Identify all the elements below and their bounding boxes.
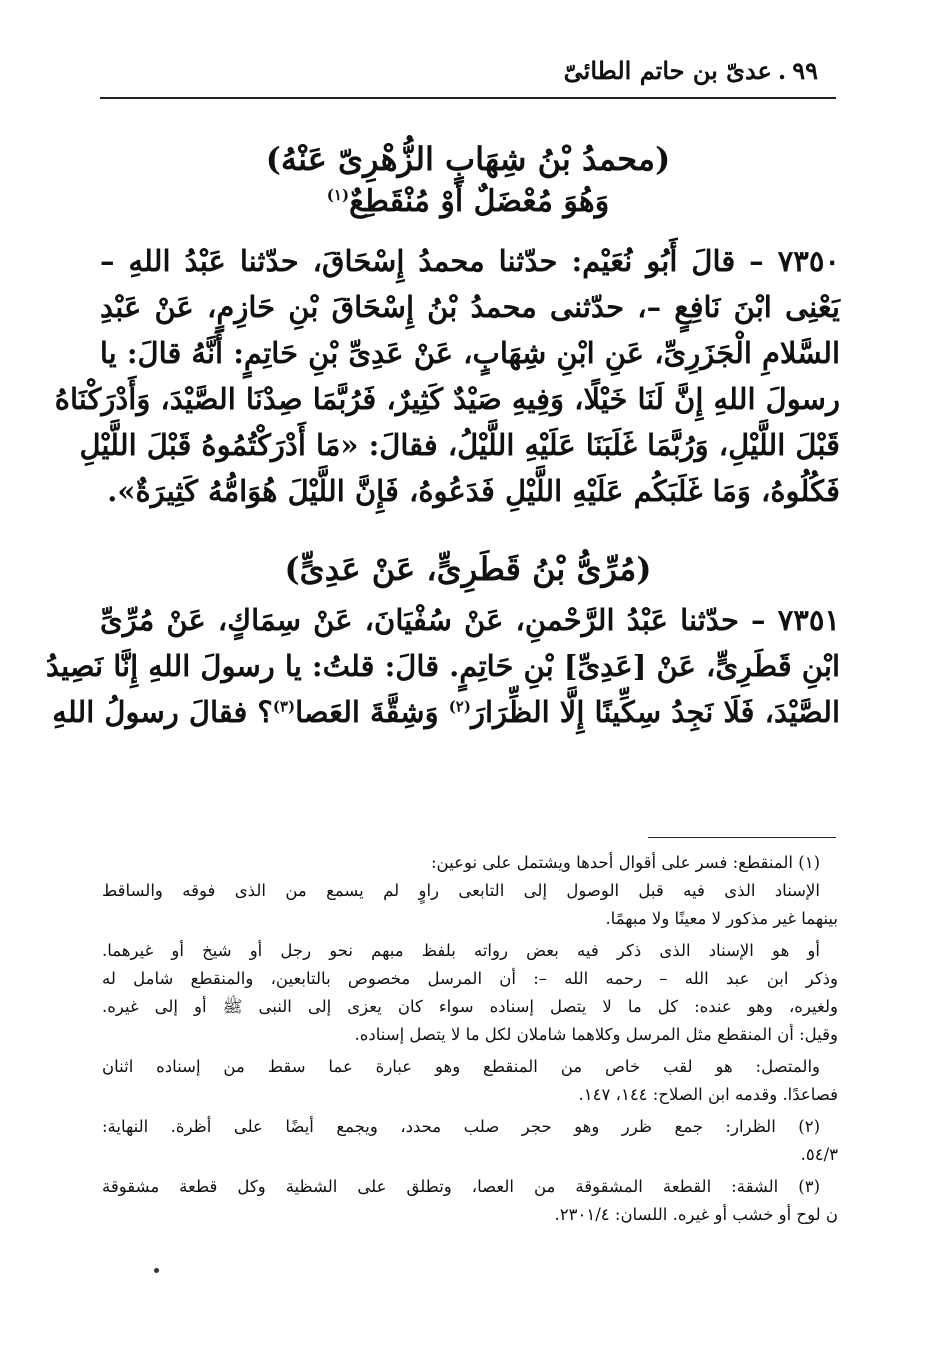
footnote-2-line-2: ٥٤/٣. (800, 1145, 838, 1164)
footnote-1-line-8: والمتصل: هو لقب خاص من المنقطع وهو عبارة عما سقط من إسناده اثنان (102, 1057, 820, 1076)
chain-heading-murri: (مُرِّىُّ بْنُ قَطَرِىٍّ، عَنْ عَدِىٍّ) (284, 550, 652, 588)
header-rule (100, 97, 836, 99)
footnote-rule (648, 837, 836, 838)
hadith-7351-line-3-part-c: ؟ فقالَ رسولُ اللهِ (52, 695, 273, 729)
hadith-7350-line-3: السَّلامِ الْجَزَرِىِّ، عَنِ ابْنِ شِهَابٍ، عَنْ عَدِىِّ بْنِ حَاتِمٍ: أَنَّهُ قالَ: يا (99, 336, 840, 370)
footnotes (102, 849, 838, 1229)
footnote-1-line-3: بينهما غير مذكور لا معينًا ولا مبهمًا. (605, 909, 838, 928)
section-title: عدىّ بن حاتم الطائىّ (563, 55, 772, 85)
footnote-1-line-4: أو هو الإسناد الذى ذكر فيه بعض رواته بلفظ مبهم نحو رجل أو شيخ أو غيرهما. (102, 941, 820, 960)
hadith-7350-line-1: ٧٣٥٠ – قالَ أَبُو نُعَيْم: حدّثنا محمدُ إِسْحَاقَ، حدّثنا عَبْدُ اللهِ – (100, 244, 840, 278)
hadith-7351-line-3-part-b: وَشِقَّةَ العَصا (295, 695, 449, 729)
hadith-7351-line-2: ابْنِ قَطَرِىٍّ، عَنْ [عَدِىِّ] بْنِ حَاتِمٍ. قالَ: قلتُ: يا رسولَ اللهِ إِنَّا نَصِيدُ (45, 649, 840, 683)
header-separator: . (777, 55, 787, 85)
footnote-1-line-1: (١) المنقطع: فسر على أقوال أحدها ويشتمل على نوعين: (431, 853, 820, 872)
footnote-3-line-2: ن لوح أو خشب أو غيره. اللسان: ٢٣٠١/٤. (554, 1205, 838, 1224)
footnote-ref-3: (٣) (272, 697, 296, 716)
footnote-1-line-7: وقيل: أن المنقطع مثل المرسل وكلاهما شاملان لكل ما لا يتصل إسناده. (354, 1025, 838, 1044)
hadith-7350-line-5: قَبْلَ اللَّيْلِ، وَرُبَّمَا غَلَبَنَا عَلَيْهِ اللَّيْلُ، فقالَ: «مَا أَدْرَكْتُمُوهُ قَبْلَ اللَّيْلِ (79, 428, 840, 462)
hadith-7351-line-3-part-a: الصَّيْدَ، فَلَا نَجِدُ سِكِّينًا إِلَّا الظِّرَارَ (470, 695, 840, 729)
running-header (106, 52, 818, 88)
chain-heading-zuhri: (محمدُ بْنُ شِهَابٍ الزُّهْرِىّ عَنْهُ) (265, 140, 671, 178)
ink-dot (154, 1268, 159, 1273)
hadith-7350 (54, 238, 840, 514)
footnote-3-line-1: (٣) الشقة: القطعة المشقوقة من العصا، وتطلق على الشظية وكل قطعة مشقوقة (102, 1177, 820, 1196)
hadith-7350-line-4: رسولَ اللهِ إِنَّ لَنَا خَيْلًا، وَفِيهِ صَيْدٌ كَثِيرٌ، فَرُبَّمَا صِدْنَا الصَّيْدَ، وَأَدْرَكْنَاهُ (54, 382, 840, 416)
footnote-ref-1: (١) (326, 186, 350, 204)
footnote-ref-2: (٢) (448, 697, 471, 716)
chain-heading-zuhri-note (100, 184, 836, 219)
chain-note-text: وَهُوَ مُعْضَلٌ أَوْ مُنْقَطِعٌ (349, 184, 610, 219)
hadith-7351 (45, 597, 840, 735)
footnote-2-line-1: (٢) الظرار: جمع ظرر وهو حجر صلب محدد، ويجمع أيضًا على أظرة. النهاية: (102, 1117, 820, 1136)
footnote-1-line-6: ولغيره، وهو عنده: كل ما لا يتصل إسناده سواء كان يعزى إلى النبى ﷺ أو إلى غيره. (102, 997, 838, 1016)
footnote-1-line-9: فصاعدًا. وقدمه ابن الصلاح: ١٤٤، ١٤٧. (578, 1085, 838, 1104)
footnote-1-line-5: وذكر ابن عبد الله – رحمه الله –: أن المرسل مخصوص بالتابعين، والمنقطع شامل له (102, 969, 838, 988)
footnote-1-line-2: الإسناد الذى فيه قبل الوصول إلى التابعى راوٍ لم يسمع من الذى فوقه والساقط (102, 881, 820, 900)
hadith-7350-line-2: يَعْنِى ابْنَ نَافِعٍ –، حدّثنى محمدُ بْنُ إِسْحَاقَ بْنِ حَازِمٍ، عَنْ عَبْدِ (100, 290, 840, 324)
hadith-7350-line-6: فَكُلُوهُ، وَمَا غَلَبَكُم عَلَيْهِ اللَّيْلِ فَدَعُوهُ، فَإِنَّ اللَّيْلَ هُوَامُّهُ كَثِيرَةٌ». (107, 474, 840, 508)
hadith-7351-line-1: ٧٣٥١ – حدّثنا عَبْدُ الرَّحْمنِ، عَنْ سُفْيَانَ، عَنْ سِمَاكٍ، عَنْ مُرِّىِّ (100, 603, 840, 637)
hadith-7351-line-3 (52, 689, 840, 735)
page-number: ٩٩ (792, 55, 818, 85)
